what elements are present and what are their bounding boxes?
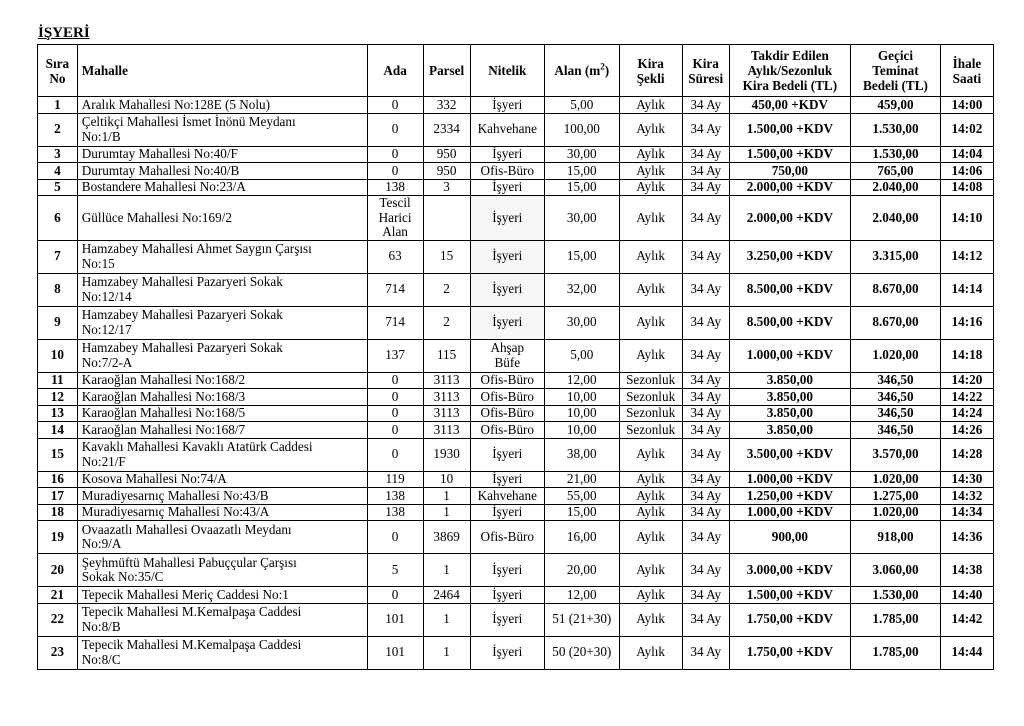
cell-parsel: 950	[423, 146, 470, 163]
cell-alan: 30,00	[545, 306, 619, 339]
cell-mahalle: Karaoğlan Mahallesi No:168/3	[77, 389, 367, 406]
table-row	[38, 554, 994, 587]
cell-alan: 10,00	[545, 389, 619, 406]
cell-nitelik: İşyeri	[470, 306, 544, 339]
cell-alan: 30,00	[545, 196, 619, 241]
cell-mahalle: Tepecik Mahallesi M.Kemalpaşa Caddesi No:8/B	[77, 603, 367, 636]
cell-mahalle: Hamzabey Mahallesi Ahmet Saygın Çarşısı No:15	[77, 240, 367, 273]
cell-no: 3	[38, 146, 78, 163]
cell-nitelik: Ahşap Büfe	[470, 339, 544, 372]
cell-kira-sekli: Aylık	[619, 603, 682, 636]
cell-takdir-bedel: 1.750,00 +KDV	[729, 603, 850, 636]
cell-takdir-bedel: 2.000,00 +KDV	[729, 196, 850, 241]
cell-takdir-bedel: 8.500,00 +KDV	[729, 273, 850, 306]
cell-ada: 0	[367, 163, 423, 180]
cell-teminat: 459,00	[851, 97, 941, 114]
table-row	[38, 636, 994, 669]
cell-ihale-saati: 14:24	[940, 405, 993, 422]
cell-alan: 55,00	[545, 488, 619, 505]
cell-no: 18	[38, 504, 78, 521]
cell-kira-suresi: 34 Ay	[682, 636, 729, 669]
cell-alan: 12,00	[545, 372, 619, 389]
cell-kira-suresi: 34 Ay	[682, 603, 729, 636]
cell-teminat: 918,00	[851, 521, 941, 554]
cell-kira-suresi: 34 Ay	[682, 389, 729, 406]
cell-takdir-bedel: 3.500,00 +KDV	[729, 438, 850, 471]
cell-no: 6	[38, 196, 78, 241]
cell-alan: 15,00	[545, 240, 619, 273]
table-row	[38, 438, 994, 471]
table-row	[38, 405, 994, 422]
cell-parsel: 3	[423, 179, 470, 196]
cell-ada: 0	[367, 97, 423, 114]
cell-parsel: 2464	[423, 587, 470, 604]
cell-mahalle: Durumtay Mahallesi No:40/B	[77, 163, 367, 180]
cell-teminat: 1.020,00	[851, 339, 941, 372]
cell-kira-suresi: 34 Ay	[682, 113, 729, 146]
cell-parsel: 2334	[423, 113, 470, 146]
table-row	[38, 113, 994, 146]
cell-ada: 0	[367, 438, 423, 471]
cell-alan: 10,00	[545, 422, 619, 439]
cell-nitelik: İşyeri	[470, 273, 544, 306]
cell-teminat: 8.670,00	[851, 306, 941, 339]
cell-parsel: 1	[423, 488, 470, 505]
cell-mahalle: Muradiyesarnıç Mahallesi No:43/B	[77, 488, 367, 505]
cell-ihale-saati: 14:28	[940, 438, 993, 471]
cell-nitelik: İşyeri	[470, 554, 544, 587]
cell-kira-suresi: 34 Ay	[682, 422, 729, 439]
cell-no: 10	[38, 339, 78, 372]
cell-alan: 30,00	[545, 146, 619, 163]
cell-mahalle: Şeyhmüftü Mahallesi Pabuççular Çarşısı Sokak No:35/C	[77, 554, 367, 587]
cell-teminat: 346,50	[851, 422, 941, 439]
cell-takdir-bedel: 1.000,00 +KDV	[729, 504, 850, 521]
cell-no: 17	[38, 488, 78, 505]
header-takdir: Takdir Edilen Aylık/Sezonluk Kira Bedeli (TL)	[729, 45, 850, 97]
cell-parsel: 1	[423, 554, 470, 587]
cell-mahalle: Bostandere Mahallesi No:23/A	[77, 179, 367, 196]
cell-ihale-saati: 14:34	[940, 504, 993, 521]
cell-ada: 0	[367, 405, 423, 422]
cell-no: 13	[38, 405, 78, 422]
cell-ada: 714	[367, 306, 423, 339]
cell-teminat: 2.040,00	[851, 196, 941, 241]
cell-takdir-bedel: 3.850,00	[729, 389, 850, 406]
cell-ihale-saati: 14:08	[940, 179, 993, 196]
cell-no: 1	[38, 97, 78, 114]
cell-ihale-saati: 14:20	[940, 372, 993, 389]
cell-ada: 0	[367, 389, 423, 406]
cell-nitelik: İşyeri	[470, 240, 544, 273]
cell-parsel: 2	[423, 306, 470, 339]
table-row	[38, 306, 994, 339]
table-row	[38, 587, 994, 604]
cell-no: 12	[38, 389, 78, 406]
table-row	[38, 504, 994, 521]
cell-nitelik: İşyeri	[470, 146, 544, 163]
cell-takdir-bedel: 3.850,00	[729, 422, 850, 439]
cell-kira-suresi: 34 Ay	[682, 438, 729, 471]
cell-ihale-saati: 14:06	[940, 163, 993, 180]
header-mahalle: Mahalle	[77, 45, 367, 97]
table-row	[38, 163, 994, 180]
cell-no: 11	[38, 372, 78, 389]
header-ihale: İhale Saati	[940, 45, 993, 97]
cell-alan: 5,00	[545, 339, 619, 372]
cell-teminat: 3.315,00	[851, 240, 941, 273]
cell-ada: 0	[367, 521, 423, 554]
cell-alan: 21,00	[545, 471, 619, 488]
cell-kira-sekli: Aylık	[619, 97, 682, 114]
cell-no: 7	[38, 240, 78, 273]
cell-ihale-saati: 14:44	[940, 636, 993, 669]
cell-nitelik: İşyeri	[470, 471, 544, 488]
cell-ihale-saati: 14:42	[940, 603, 993, 636]
cell-kira-sekli: Aylık	[619, 163, 682, 180]
cell-takdir-bedel: 1.000,00 +KDV	[729, 471, 850, 488]
cell-kira-suresi: 34 Ay	[682, 240, 729, 273]
cell-nitelik: İşyeri	[470, 438, 544, 471]
header-parsel: Parsel	[423, 45, 470, 97]
cell-nitelik: Kahvehane	[470, 488, 544, 505]
cell-parsel	[423, 196, 470, 241]
cell-kira-sekli: Aylık	[619, 196, 682, 241]
cell-takdir-bedel: 1.500,00 +KDV	[729, 146, 850, 163]
cell-teminat: 1.530,00	[851, 587, 941, 604]
cell-no: 8	[38, 273, 78, 306]
cell-parsel: 1	[423, 504, 470, 521]
table-row	[38, 488, 994, 505]
cell-nitelik: Ofis-Büro	[470, 405, 544, 422]
cell-alan: 38,00	[545, 438, 619, 471]
header-alan: Alan $(m^2)$	[545, 45, 619, 97]
header-ada: Ada	[367, 45, 423, 97]
table-row	[38, 471, 994, 488]
cell-no: 5	[38, 179, 78, 196]
cell-ihale-saati: 14:26	[940, 422, 993, 439]
cell-ihale-saati: 14:22	[940, 389, 993, 406]
cell-kira-sekli: Aylık	[619, 240, 682, 273]
cell-kira-sekli: Aylık	[619, 554, 682, 587]
cell-no: 21	[38, 587, 78, 604]
cell-nitelik: Ofis-Büro	[470, 389, 544, 406]
cell-no: 23	[38, 636, 78, 669]
cell-ada: 5	[367, 554, 423, 587]
cell-nitelik: Ofis-Büro	[470, 422, 544, 439]
cell-parsel: 3113	[423, 372, 470, 389]
cell-kira-suresi: 34 Ay	[682, 179, 729, 196]
cell-kira-suresi: 34 Ay	[682, 273, 729, 306]
cell-teminat: 1.530,00	[851, 146, 941, 163]
cell-alan: 51 (21+30)	[545, 603, 619, 636]
cell-teminat: 3.060,00	[851, 554, 941, 587]
rental-table	[37, 44, 994, 670]
cell-takdir-bedel: 450,00 +KDV	[729, 97, 850, 114]
cell-ihale-saati: 14:02	[940, 113, 993, 146]
cell-parsel: 1930	[423, 438, 470, 471]
cell-alan: 15,00	[545, 179, 619, 196]
cell-mahalle: Kosova Mahallesi No:74/A	[77, 471, 367, 488]
cell-nitelik: İşyeri	[470, 97, 544, 114]
cell-ada: 0	[367, 587, 423, 604]
cell-ihale-saati: 14:14	[940, 273, 993, 306]
cell-mahalle: Tepecik Mahallesi M.Kemalpaşa Caddesi No:8/C	[77, 636, 367, 669]
cell-kira-suresi: 34 Ay	[682, 196, 729, 241]
cell-kira-sekli: Aylık	[619, 273, 682, 306]
cell-takdir-bedel: 1.500,00 +KDV	[729, 587, 850, 604]
cell-kira-sekli: Aylık	[619, 146, 682, 163]
table-row	[38, 273, 994, 306]
cell-teminat: 1.020,00	[851, 471, 941, 488]
cell-ihale-saati: 14:38	[940, 554, 993, 587]
cell-ada: 714	[367, 273, 423, 306]
cell-kira-sekli: Aylık	[619, 306, 682, 339]
cell-ada: 0	[367, 113, 423, 146]
cell-parsel: 10	[423, 471, 470, 488]
cell-nitelik: İşyeri	[470, 636, 544, 669]
cell-ihale-saati: 14:00	[940, 97, 993, 114]
cell-ada: 0	[367, 146, 423, 163]
cell-mahalle: Karaoğlan Mahallesi No:168/2	[77, 372, 367, 389]
cell-alan: 15,00	[545, 163, 619, 180]
cell-ihale-saati: 14:18	[940, 339, 993, 372]
cell-no: 22	[38, 603, 78, 636]
cell-takdir-bedel: 1.500,00 +KDV	[729, 113, 850, 146]
cell-teminat: 1.020,00	[851, 504, 941, 521]
cell-parsel: 950	[423, 163, 470, 180]
cell-kira-sekli: Sezonluk	[619, 372, 682, 389]
cell-teminat: 2.040,00	[851, 179, 941, 196]
table-row	[38, 339, 994, 372]
cell-kira-suresi: 34 Ay	[682, 146, 729, 163]
cell-parsel: 3113	[423, 422, 470, 439]
cell-mahalle: Aralık Mahallesi No:128E (5 Nolu)	[77, 97, 367, 114]
cell-alan: 10,00	[545, 405, 619, 422]
cell-parsel: 3113	[423, 405, 470, 422]
cell-nitelik: Kahvehane	[470, 113, 544, 146]
cell-takdir-bedel: 1.750,00 +KDV	[729, 636, 850, 669]
cell-teminat: 346,50	[851, 389, 941, 406]
cell-mahalle: Muradiyesarnıç Mahallesi No:43/A	[77, 504, 367, 521]
cell-kira-suresi: 34 Ay	[682, 306, 729, 339]
cell-kira-suresi: 34 Ay	[682, 471, 729, 488]
cell-kira-sekli: Aylık	[619, 636, 682, 669]
header-sira: Sıra No	[38, 45, 78, 97]
cell-teminat: 8.670,00	[851, 273, 941, 306]
cell-alan: 100,00	[545, 113, 619, 146]
cell-parsel: 1	[423, 636, 470, 669]
cell-alan: 20,00	[545, 554, 619, 587]
cell-parsel: 2	[423, 273, 470, 306]
cell-kira-sekli: Aylık	[619, 438, 682, 471]
cell-nitelik: İşyeri	[470, 196, 544, 241]
cell-teminat: 346,50	[851, 372, 941, 389]
cell-kira-suresi: 34 Ay	[682, 372, 729, 389]
cell-kira-sekli: Aylık	[619, 504, 682, 521]
cell-teminat: 1.785,00	[851, 603, 941, 636]
cell-kira-suresi: 34 Ay	[682, 554, 729, 587]
cell-mahalle: Tepecik Mahallesi Meriç Caddesi No:1	[77, 587, 367, 604]
cell-kira-sekli: Sezonluk	[619, 405, 682, 422]
cell-parsel: 1	[423, 603, 470, 636]
cell-teminat: 3.570,00	[851, 438, 941, 471]
cell-no: 16	[38, 471, 78, 488]
cell-kira-sekli: Aylık	[619, 339, 682, 372]
cell-no: 4	[38, 163, 78, 180]
cell-ada: Tescil Harici Alan	[367, 196, 423, 241]
header-row	[38, 45, 994, 97]
cell-takdir-bedel: 750,00	[729, 163, 850, 180]
cell-alan: 16,00	[545, 521, 619, 554]
cell-alan: 5,00	[545, 97, 619, 114]
cell-ihale-saati: 14:04	[940, 146, 993, 163]
cell-takdir-bedel: 1.250,00 +KDV	[729, 488, 850, 505]
cell-alan: 32,00	[545, 273, 619, 306]
cell-mahalle: Çeltikçi Mahallesi İsmet İnönü Meydanı No:1/B	[77, 113, 367, 146]
cell-mahalle: Hamzabey Mahallesi Pazaryeri Sokak No:12/14	[77, 273, 367, 306]
cell-ada: 101	[367, 636, 423, 669]
table-row	[38, 179, 994, 196]
table-row	[38, 97, 994, 114]
header-kira-sekli: Kira Şekli	[619, 45, 682, 97]
cell-ihale-saati: 14:16	[940, 306, 993, 339]
table-row	[38, 521, 994, 554]
table-row	[38, 422, 994, 439]
cell-parsel: 115	[423, 339, 470, 372]
cell-mahalle: Hamzabey Mahallesi Pazaryeri Sokak No:7/2-A	[77, 339, 367, 372]
cell-nitelik: İşyeri	[470, 504, 544, 521]
table-row	[38, 389, 994, 406]
cell-kira-suresi: 34 Ay	[682, 504, 729, 521]
cell-ada: 138	[367, 179, 423, 196]
cell-alan: 15,00	[545, 504, 619, 521]
cell-ihale-saati: 14:36	[940, 521, 993, 554]
cell-kira-suresi: 34 Ay	[682, 521, 729, 554]
cell-ihale-saati: 14:12	[940, 240, 993, 273]
cell-alan: 12,00	[545, 587, 619, 604]
table-row	[38, 146, 994, 163]
cell-kira-sekli: Aylık	[619, 488, 682, 505]
cell-kira-suresi: 34 Ay	[682, 587, 729, 604]
cell-kira-suresi: 34 Ay	[682, 163, 729, 180]
cell-kira-suresi: 34 Ay	[682, 488, 729, 505]
cell-ada: 138	[367, 504, 423, 521]
section-title: İŞYERİ	[38, 25, 90, 41]
table-row	[38, 240, 994, 273]
cell-takdir-bedel: 8.500,00 +KDV	[729, 306, 850, 339]
cell-teminat: 346,50	[851, 405, 941, 422]
cell-parsel: 15	[423, 240, 470, 273]
cell-mahalle: Durumtay Mahallesi No:40/F	[77, 146, 367, 163]
cell-parsel: 3869	[423, 521, 470, 554]
cell-nitelik: Ofis-Büro	[470, 372, 544, 389]
cell-mahalle: Güllüce Mahallesi No:169/2	[77, 196, 367, 241]
cell-mahalle: Karaoğlan Mahallesi No:168/7	[77, 422, 367, 439]
cell-takdir-bedel: 3.250,00 +KDV	[729, 240, 850, 273]
cell-mahalle: Kavaklı Mahallesi Kavaklı Atatürk Caddesi No:21/F	[77, 438, 367, 471]
cell-nitelik: Ofis-Büro	[470, 163, 544, 180]
header-kira-suresi: Kira Süresi	[682, 45, 729, 97]
cell-takdir-bedel: 3.850,00	[729, 372, 850, 389]
cell-ihale-saati: 14:40	[940, 587, 993, 604]
cell-mahalle: Ovaazatlı Mahallesi Ovaazatlı Meydanı No:9/A	[77, 521, 367, 554]
cell-kira-sekli: Sezonluk	[619, 389, 682, 406]
cell-kira-sekli: Sezonluk	[619, 422, 682, 439]
cell-ada: 119	[367, 471, 423, 488]
cell-parsel: 332	[423, 97, 470, 114]
cell-teminat: 1.785,00	[851, 636, 941, 669]
cell-takdir-bedel: 3.000,00 +KDV	[729, 554, 850, 587]
cell-kira-sekli: Aylık	[619, 179, 682, 196]
cell-nitelik: İşyeri	[470, 179, 544, 196]
cell-no: 19	[38, 521, 78, 554]
header-nitelik: Nitelik	[470, 45, 544, 97]
table-row	[38, 603, 994, 636]
cell-ihale-saati: 14:32	[940, 488, 993, 505]
cell-takdir-bedel: 3.850,00	[729, 405, 850, 422]
cell-no: 14	[38, 422, 78, 439]
cell-ihale-saati: 14:10	[940, 196, 993, 241]
cell-teminat: 1.530,00	[851, 113, 941, 146]
cell-kira-suresi: 34 Ay	[682, 339, 729, 372]
cell-ada: 138	[367, 488, 423, 505]
cell-kira-sekli: Aylık	[619, 587, 682, 604]
cell-nitelik: İşyeri	[470, 587, 544, 604]
header-teminat: Geçici Teminat Bedeli (TL)	[851, 45, 941, 97]
cell-ada: 0	[367, 422, 423, 439]
cell-kira-sekli: Aylık	[619, 113, 682, 146]
cell-ihale-saati: 14:30	[940, 471, 993, 488]
cell-ada: 101	[367, 603, 423, 636]
cell-no: 20	[38, 554, 78, 587]
cell-alan: 50 (20+30)	[545, 636, 619, 669]
table-row	[38, 372, 994, 389]
cell-parsel: 3113	[423, 389, 470, 406]
cell-no: 9	[38, 306, 78, 339]
cell-takdir-bedel: 900,00	[729, 521, 850, 554]
cell-teminat: 765,00	[851, 163, 941, 180]
cell-nitelik: İşyeri	[470, 603, 544, 636]
cell-teminat: 1.275,00	[851, 488, 941, 505]
cell-ada: 137	[367, 339, 423, 372]
cell-kira-suresi: 34 Ay	[682, 405, 729, 422]
cell-kira-suresi: 34 Ay	[682, 97, 729, 114]
cell-kira-sekli: Aylık	[619, 471, 682, 488]
table-row	[38, 196, 994, 241]
cell-nitelik: Ofis-Büro	[470, 521, 544, 554]
cell-ada: 0	[367, 372, 423, 389]
cell-no: 15	[38, 438, 78, 471]
cell-mahalle: Hamzabey Mahallesi Pazaryeri Sokak No:12/17	[77, 306, 367, 339]
cell-takdir-bedel: 1.000,00 +KDV	[729, 339, 850, 372]
cell-kira-sekli: Aylık	[619, 521, 682, 554]
table-body	[38, 97, 994, 670]
cell-no: 2	[38, 113, 78, 146]
cell-takdir-bedel: 2.000,00 +KDV	[729, 179, 850, 196]
cell-ada: 63	[367, 240, 423, 273]
cell-mahalle: Karaoğlan Mahallesi No:168/5	[77, 405, 367, 422]
